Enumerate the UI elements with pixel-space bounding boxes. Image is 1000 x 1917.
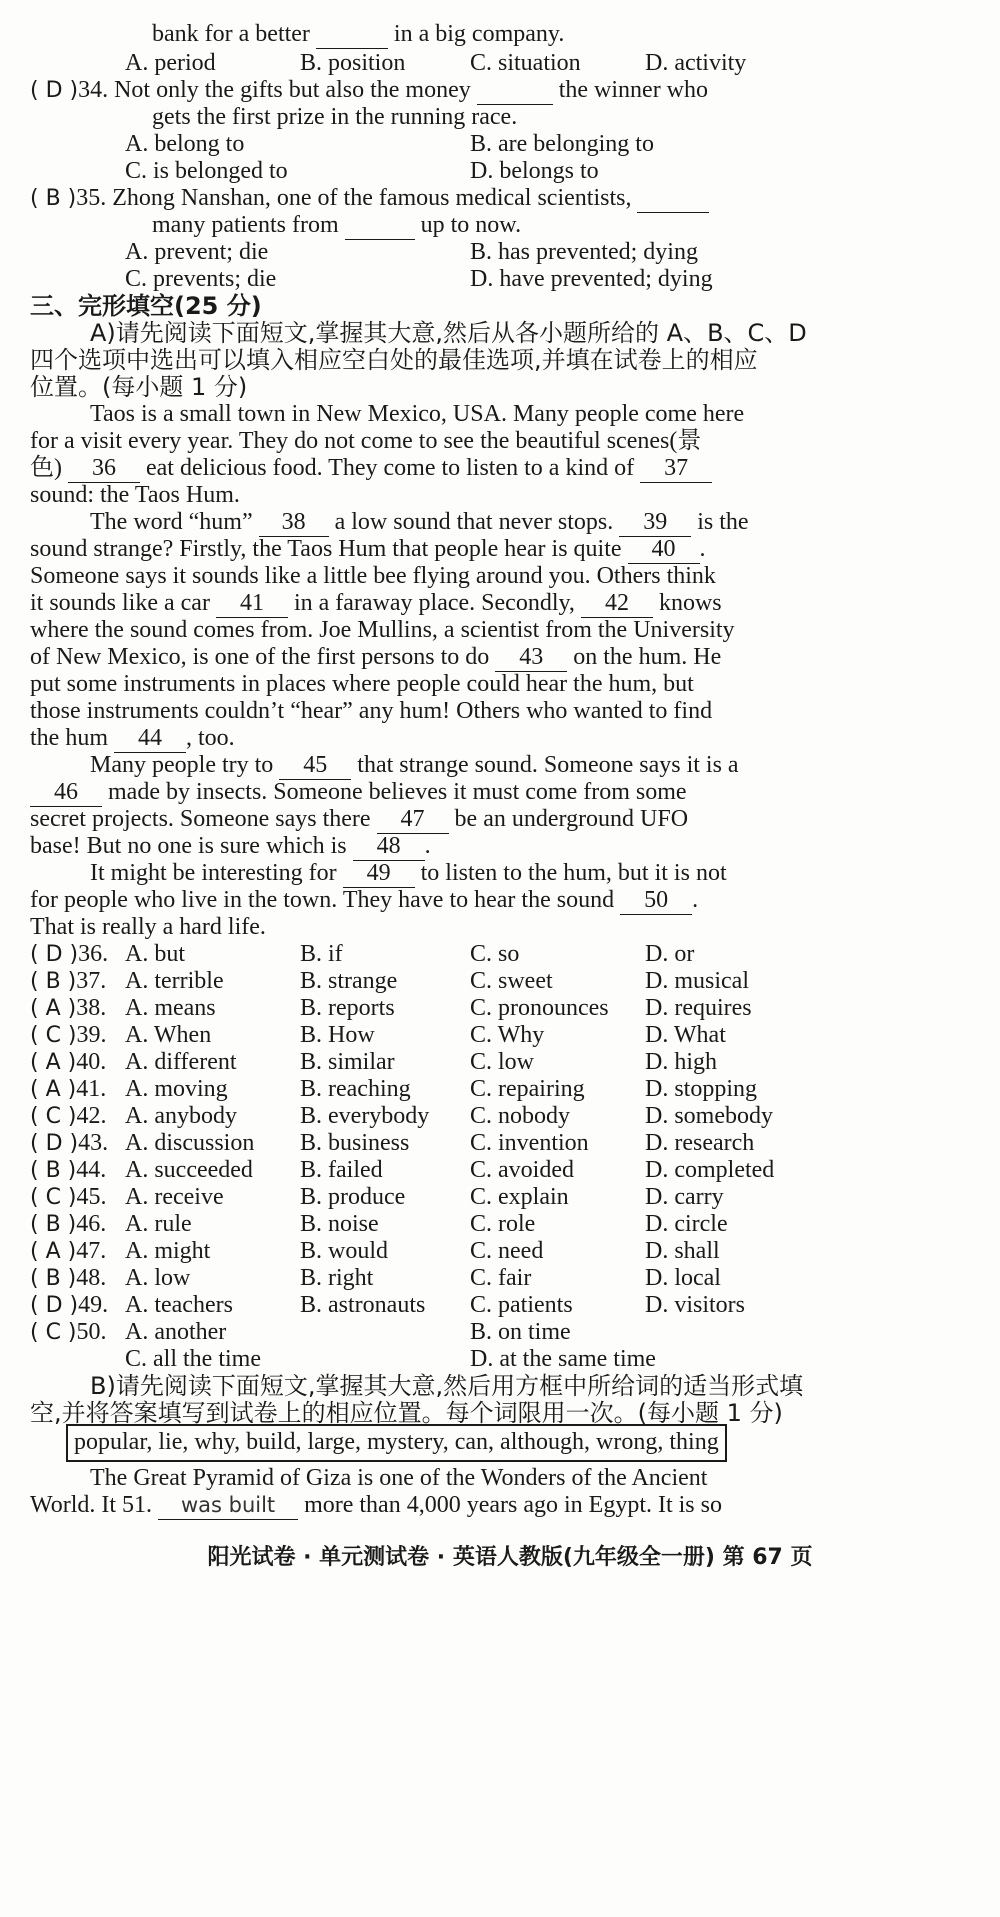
passage-text: . — [699, 536, 706, 562]
page-footer: 阳光试卷 · 单元测试卷 · 英语人教版(九年级全一册) 第 67 页 — [207, 1545, 813, 1570]
answer-mark: ( A ) — [30, 1077, 77, 1102]
option-a: A. anybody — [125, 1103, 237, 1129]
option-d: D. stopping — [645, 1076, 758, 1102]
option-c: C. role — [470, 1211, 536, 1237]
blank-46: 46 — [30, 778, 102, 807]
option-c: C. nobody — [470, 1103, 571, 1129]
passage-line: Someone says it sounds like a little bee flying around you. Others think — [30, 563, 716, 589]
question-number: 39. — [76, 1022, 107, 1048]
option-a: A. teachers — [125, 1292, 233, 1318]
question-number: 47. — [76, 1238, 107, 1264]
blank-48: 48 — [353, 832, 425, 861]
passage-text: . — [424, 833, 431, 859]
option-c: C. patients — [470, 1292, 573, 1318]
passage-line: sound: the Taos Hum. — [30, 482, 240, 508]
answer-mark: ( C ) — [30, 1104, 77, 1129]
option-c: C. prevents; die — [125, 266, 277, 292]
option-b: B. strange — [300, 968, 398, 994]
answer-mark: ( D ) — [30, 942, 79, 967]
question-number: 45. — [76, 1184, 107, 1210]
answer-mark: ( C ) — [30, 1023, 77, 1048]
q35-text-3: up to now. — [420, 212, 522, 238]
blank — [316, 20, 388, 49]
option-b: B. on time — [470, 1319, 571, 1345]
answer-mark: ( B ) — [30, 969, 77, 994]
option-d: D. belongs to — [470, 158, 599, 184]
option-a: A. means — [125, 995, 216, 1021]
passage-line: Taos is a small town in New Mexico, USA. Many people come here — [90, 401, 745, 427]
option-b: B. produce — [300, 1184, 406, 1210]
question-number: 37. — [76, 968, 107, 994]
option-c: C. repairing — [470, 1076, 585, 1102]
option-d: D. high — [645, 1049, 717, 1075]
passage-text: , too. — [186, 725, 235, 751]
passage-line: for a visit every year. They do not come to see the beautiful scenes(景 — [30, 428, 702, 454]
option-d: D. somebody — [645, 1103, 773, 1129]
instruction-b-line-1: B)请先阅读下面短文,掌握其大意,然后用方框中所给词的适当形式填 — [90, 1372, 804, 1400]
section-heading: 三、完形填空(25 分) — [30, 292, 262, 320]
passage-text: of New Mexico, is one of the first persons to do — [30, 644, 490, 670]
passage-text: more than 4,000 years ago in Egypt. It is so — [304, 1492, 722, 1518]
passage-text: a low sound that never stops. — [334, 509, 614, 535]
question-number: 43. — [78, 1130, 109, 1156]
blank-41: 41 — [216, 589, 288, 618]
instruction-b-line-2: 空,并将答案填写到试卷上的相应位置。每个词限用一次。(每小题 1 分) — [30, 1399, 783, 1427]
option-a: A. but — [125, 941, 185, 967]
passage-text: secret projects. Someone says there — [30, 806, 371, 832]
passage-text: in a faraway place. Secondly, — [293, 590, 575, 616]
question-number: 44. — [76, 1157, 107, 1183]
option-a: A. low — [125, 1265, 191, 1291]
blank-49: 49 — [343, 859, 415, 888]
option-a: A. belong to — [125, 131, 245, 157]
option-d: D. research — [645, 1130, 755, 1156]
blank-50: 50 — [620, 886, 692, 915]
option-a: A. might — [125, 1238, 211, 1264]
answer-mark: ( D ) — [30, 78, 79, 103]
option-c: C. need — [470, 1238, 544, 1264]
option-b: B. has prevented; dying — [470, 239, 698, 265]
option-b: B. right — [300, 1265, 374, 1291]
passage-text: be an underground UFO — [454, 806, 689, 832]
q34-stem-2: gets the first prize in the running race. — [152, 104, 518, 130]
blank-45: 45 — [279, 751, 351, 780]
passage-line: where the sound comes from. Joe Mullins, a scientist from the University — [30, 617, 735, 643]
passage-line: That is really a hard life. — [30, 914, 266, 940]
passage-text: the hum — [30, 725, 108, 751]
option-c: C. sweet — [470, 968, 553, 994]
question-number: 49. — [78, 1292, 109, 1318]
option-a: A. rule — [125, 1211, 192, 1237]
option-b: B. reaching — [300, 1076, 411, 1102]
option-c: C. so — [470, 941, 520, 967]
blank-44: 44 — [114, 724, 186, 753]
instruction-line-1: A)请先阅读下面短文,掌握其大意,然后从各小题所给的 A、B、C、D — [90, 319, 807, 347]
answer-mark: ( D ) — [30, 1131, 79, 1156]
option-b: B. reports — [300, 995, 395, 1021]
option-c: C. situation — [470, 50, 581, 76]
passage-text: it sounds like a car — [30, 590, 210, 616]
option-d: D. have prevented; dying — [470, 266, 713, 292]
blank-51-answer: was built — [158, 1491, 298, 1520]
option-d: D. musical — [645, 968, 749, 994]
instruction-line-3: 位置。(每小题 1 分) — [30, 373, 248, 401]
word-box: popular, lie, why, build, large, mystery, can, although, wrong, thing — [66, 1424, 727, 1462]
option-a: A. succeeded — [125, 1157, 253, 1183]
passage-b-line — [30, 1489, 975, 1521]
option-b: B. would — [300, 1238, 389, 1264]
passage-text: on the hum. He — [573, 644, 722, 670]
option-a: A. terrible — [125, 968, 224, 994]
q33-text-2: in a big company. — [393, 21, 565, 47]
option-a: A. moving — [125, 1076, 228, 1102]
option-d: D. shall — [645, 1238, 720, 1264]
option-c: C. invention — [470, 1130, 589, 1156]
q35-text-2: many patients from — [152, 212, 339, 238]
passage-line: those instruments couldn’t “hear” any hum! Others who wanted to find — [30, 698, 713, 724]
question-number: 41. — [76, 1076, 107, 1102]
answer-mark: ( C ) — [30, 1320, 77, 1345]
option-a: A. period — [125, 50, 216, 76]
blank — [345, 211, 415, 240]
passage-text: is the — [697, 509, 749, 535]
option-b: B. noise — [300, 1211, 379, 1237]
blank-43: 43 — [495, 643, 567, 672]
passage-text: knows — [658, 590, 722, 616]
passage-text: to listen to the hum, but it is not — [420, 860, 727, 886]
passage-text: that strange sound. Someone says it is a — [357, 752, 739, 778]
blank-37: 37 — [640, 454, 712, 483]
option-c: C. Why — [470, 1022, 545, 1048]
passage-text: sound strange? Firstly, the Taos Hum that people hear is quite — [30, 536, 622, 562]
answer-mark: ( A ) — [30, 1050, 77, 1075]
option-b: B. similar — [300, 1049, 395, 1075]
option-b: B. position — [300, 50, 406, 76]
q33-stem — [30, 18, 1000, 50]
answer-mark: ( A ) — [30, 1239, 77, 1264]
answer-mark: ( B ) — [30, 1158, 77, 1183]
option-a: A. different — [125, 1049, 237, 1075]
question-number: 48. — [76, 1265, 107, 1291]
question-number: 36. — [78, 941, 109, 967]
passage-text: eat delicious food. They come to listen to a kind of — [146, 455, 635, 481]
option-a: A. receive — [125, 1184, 224, 1210]
option-a: A. another — [125, 1319, 227, 1345]
passage-text: . — [692, 887, 699, 913]
answer-mark: ( A ) — [30, 996, 77, 1021]
option-d: D. What — [645, 1022, 726, 1048]
passage-line: put some instruments in places where people could hear the hum, but — [30, 671, 694, 697]
option-c: C. low — [470, 1049, 535, 1075]
option-d: D. requires — [645, 995, 752, 1021]
passage-text: 色) — [30, 455, 62, 481]
q34-text-2: the winner who — [558, 77, 709, 103]
option-b: B. everybody — [300, 1103, 430, 1129]
option-a: A. When — [125, 1022, 212, 1048]
option-b: B. are belonging to — [470, 131, 654, 157]
answer-mark: ( D ) — [30, 1293, 79, 1318]
option-c: C. explain — [470, 1184, 569, 1210]
option-b: B. business — [300, 1130, 410, 1156]
option-d: D. completed — [645, 1157, 775, 1183]
option-d: D. circle — [645, 1211, 728, 1237]
option-c: C. pronounces — [470, 995, 609, 1021]
passage-b-line: The Great Pyramid of Giza is one of the Wonders of the Ancient — [90, 1465, 708, 1491]
answer-mark: ( C ) — [30, 1185, 77, 1210]
passage-text: made by insects. Someone believes it must come from some — [108, 779, 687, 805]
question-number: 38. — [76, 995, 107, 1021]
option-b: B. How — [300, 1022, 375, 1048]
option-c: C. is belonged to — [125, 158, 288, 184]
blank-39: 39 — [619, 508, 691, 537]
blank-47: 47 — [377, 805, 449, 834]
option-c: C. avoided — [470, 1157, 574, 1183]
answer-mark: ( B ) — [30, 1266, 77, 1291]
option-d: D. visitors — [645, 1292, 746, 1318]
blank-36: 36 — [68, 454, 140, 483]
question-number: 46. — [76, 1211, 107, 1237]
option-d: D. at the same time — [470, 1346, 656, 1372]
question-number: 50. — [76, 1319, 107, 1345]
instruction-line-2: 四个选项中选出可以填入相应空白处的最佳选项,并填在试卷上的相应 — [30, 346, 758, 374]
passage-text: The word “hum” — [90, 509, 253, 535]
q34-text-1: Not only the gifts but also the money — [114, 77, 471, 103]
option-d: D. local — [645, 1265, 721, 1291]
option-a: A. discussion — [125, 1130, 255, 1156]
blank-38: 38 — [259, 508, 329, 537]
answer-mark: ( B ) — [30, 186, 77, 211]
passage-text: It might be interesting for — [90, 860, 337, 886]
option-b: B. astronauts — [300, 1292, 426, 1318]
option-b: B. if — [300, 941, 343, 967]
passage-text: for people who live in the town. They have to hear the sound — [30, 887, 615, 913]
blank-40: 40 — [628, 535, 700, 564]
question-number: 34. — [78, 77, 109, 103]
q33-text-1: bank for a better — [152, 21, 310, 47]
option-d: D. carry — [645, 1184, 724, 1210]
question-number: 40. — [76, 1049, 107, 1075]
passage-text: base! But no one is sure which is — [30, 833, 347, 859]
question-number: 42. — [76, 1103, 107, 1129]
option-b: B. failed — [300, 1157, 383, 1183]
answer-mark: ( B ) — [30, 1212, 77, 1237]
passage-text: World. It 51. — [30, 1492, 153, 1518]
option-a: A. prevent; die — [125, 239, 269, 265]
option-d: D. or — [645, 941, 695, 967]
passage-text: Many people try to — [90, 752, 274, 778]
blank-42: 42 — [581, 589, 653, 618]
q35-text-1: Zhong Nanshan, one of the famous medical scientists, — [112, 185, 632, 211]
option-d: D. activity — [645, 50, 747, 76]
option-c: C. fair — [470, 1265, 532, 1291]
question-number: 35. — [76, 185, 107, 211]
option-c: C. all the time — [125, 1346, 261, 1372]
